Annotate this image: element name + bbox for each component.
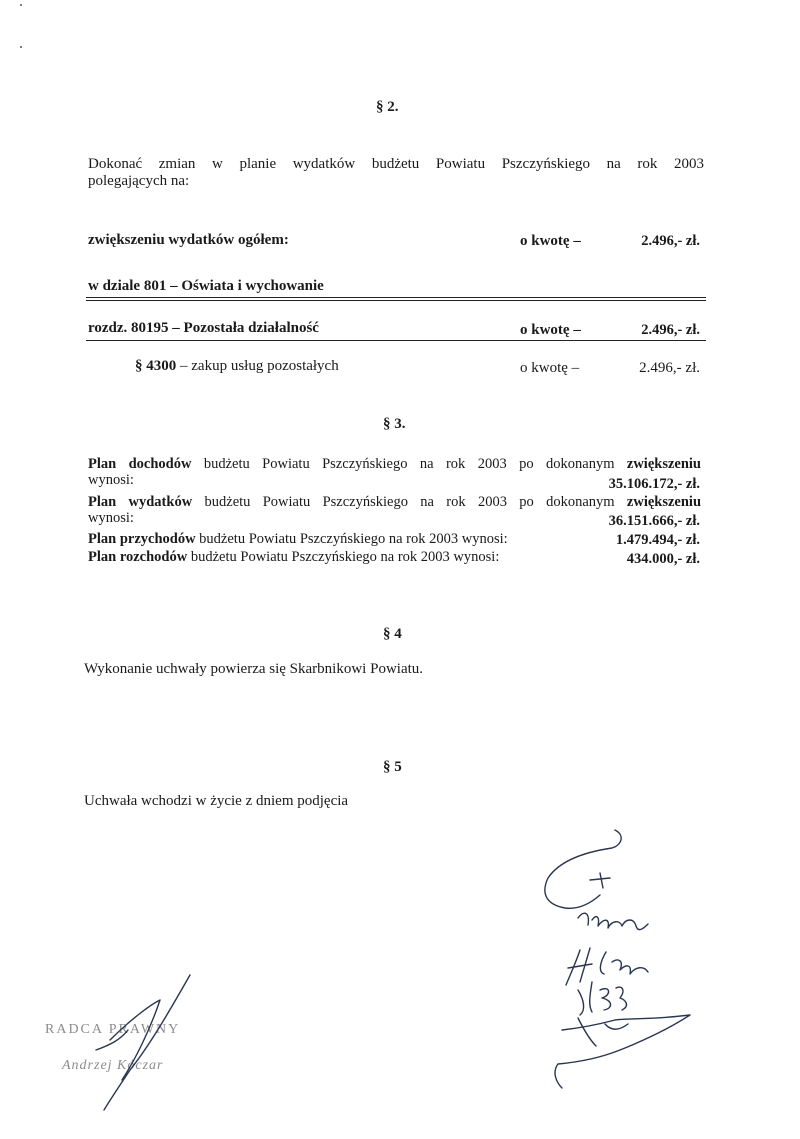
total-increase-prefix: o kwotę – [520,233,581,249]
signature-stroke [566,948,592,985]
income-plan-keyword: zwiększeniu [626,456,701,472]
outflow-plan-label: Plan rozchodów [88,549,188,565]
signature-stroke [578,913,648,929]
outflow-plan-amount: 434.000,- zł. [626,551,700,567]
revenue-plan-amount: 1.479.494,- zł. [615,532,700,548]
signature-stroke [545,830,621,908]
department-label: w dziale 801 – Oświata i wychowanie [88,278,324,294]
item-prefix: o kwotę – [520,360,580,376]
section-5-heading: § 5 [383,759,402,775]
section-2-heading: § 2. [376,99,399,115]
signature-stroke [600,952,648,974]
expense-plan-text: budżetu Powiatu Pszczyńskiego na rok 2003 po dokonanym [192,494,627,510]
section-5-text: Uchwała wchodzi w życie z dniem podjęcia [84,793,349,809]
signature-stroke [578,1018,628,1046]
section-4-text: Wykonanie uchwały powierza się Skarbnikowi Powiatu. [84,661,424,677]
item-description: – zakup usług pozostałych [176,358,339,374]
income-plan-label: Plan dochodów [88,456,192,472]
outflow-plan-text: budżetu Powiatu Pszczyńskiego na rok 2003 wynosi: [187,549,500,565]
expense-plan-amount: 36.151.666,- zł. [608,513,700,529]
section-4-heading: § 4 [383,626,402,642]
expense-plan-keyword: zwiększeniu [626,494,702,510]
signature-stroke [578,982,626,1015]
section-3-heading: § 3. [383,416,406,432]
chapter-label: rozdz. 80195 – Pozostała działalność [88,320,319,336]
item-amount: 2.496,- zł. [639,360,700,376]
total-increase-label: zwiększeniu wydatków ogółem: [88,232,289,248]
signature-stroke [104,975,190,1110]
signature-stroke [96,1030,128,1050]
income-plan-amount: 35.106.172,- zł. [608,476,700,492]
stamp-title: RADCA PRAWNY [45,1022,181,1037]
item-code: § 4300 [135,358,177,374]
income-plan-text: budżetu Powiatu Pszczyńskiego na rok 2003 po dokonanym [191,456,627,472]
section-2-intro-line1: Dokonać zmian w planie wydatków budżetu Powiatu Pszczyńskiego na rok 2003 [88,156,704,172]
chapter-prefix: o kwotę – [520,322,581,338]
signature-stroke [590,873,610,888]
section-2-intro-line2: polegających na: [88,173,190,189]
signature-stroke [555,1015,690,1088]
expense-plan-label: Plan wydatków [88,494,193,510]
chapter-amount: 2.496,- zł. [641,322,700,338]
income-plan-wynosi: wynosi: [88,472,134,488]
revenue-plan-label: Plan przychodów [88,531,196,547]
revenue-plan-text: budżetu Powiatu Pszczyńskiego na rok 2003 wynosi: [195,531,508,547]
expense-plan-wynosi: wynosi: [88,510,134,526]
total-increase-amount: 2.496,- zł. [641,233,700,249]
stamp-name: Andrzej Kóczar [62,1058,164,1073]
